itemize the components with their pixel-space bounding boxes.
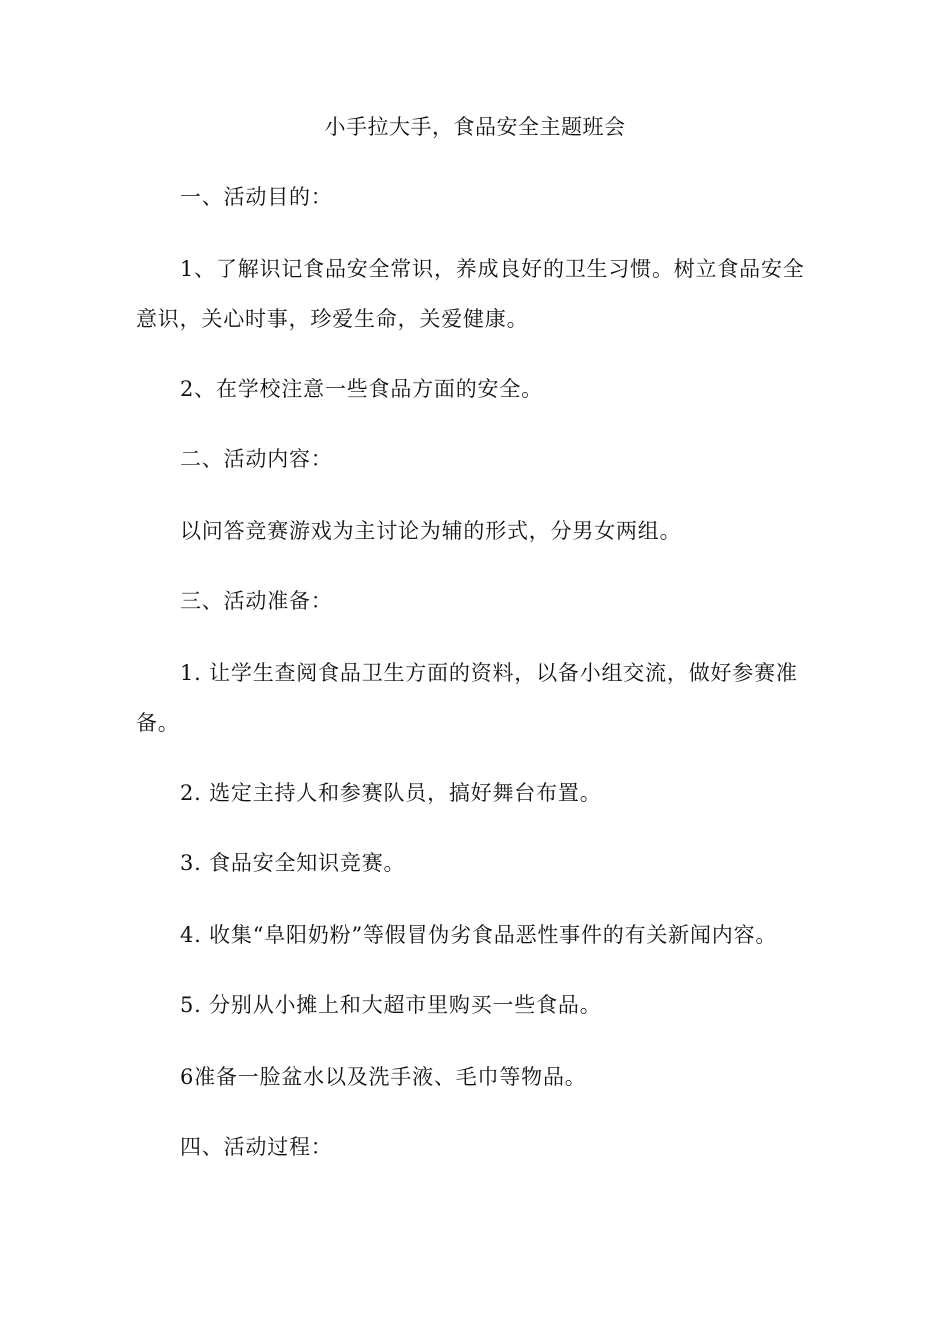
paragraph-prep-2: 2. 选定主持人和参赛队员，搞好舞台布置。 xyxy=(180,781,602,805)
paragraph-goal-2: 2、在学校注意一些食品方面的安全。 xyxy=(180,377,543,401)
section-heading-goals: 一、活动目的： xyxy=(180,185,333,209)
paragraph-content: 以问答竞赛游戏为主讨论为辅的形式，分男女两组。 xyxy=(180,519,682,543)
paragraph-prep-5: 5. 分别从小摊上和大超市里购买一些食品。 xyxy=(180,993,602,1017)
section-heading-process: 四、活动过程： xyxy=(180,1135,333,1159)
section-heading-preparation: 三、活动准备： xyxy=(180,589,333,613)
paragraph-prep-6: 6准备一脸盆水以及洗手液、毛巾等物品。 xyxy=(180,1065,587,1089)
section-heading-content: 二、活动内容： xyxy=(180,447,333,471)
document-title: 小手拉大手，食品安全主题班会 xyxy=(324,115,626,139)
paragraph-prep-1: 1. 让学生查阅食品卫生方面的资料，以备小组交流，做好参赛准备。 xyxy=(136,661,798,735)
paragraph-goal-1: 1、了解识记食品安全常识，养成良好的卫生习惯。树立食品安全意识，关心时事，珍爱生命，关爱健康。 xyxy=(136,257,805,331)
paragraph-prep-4: 4. 收集“阜阳奶粉”等假冒伪劣食品恶性事件的有关新闻内容。 xyxy=(180,923,778,947)
paragraph-prep-3: 3. 食品安全知识竞赛。 xyxy=(180,851,406,875)
